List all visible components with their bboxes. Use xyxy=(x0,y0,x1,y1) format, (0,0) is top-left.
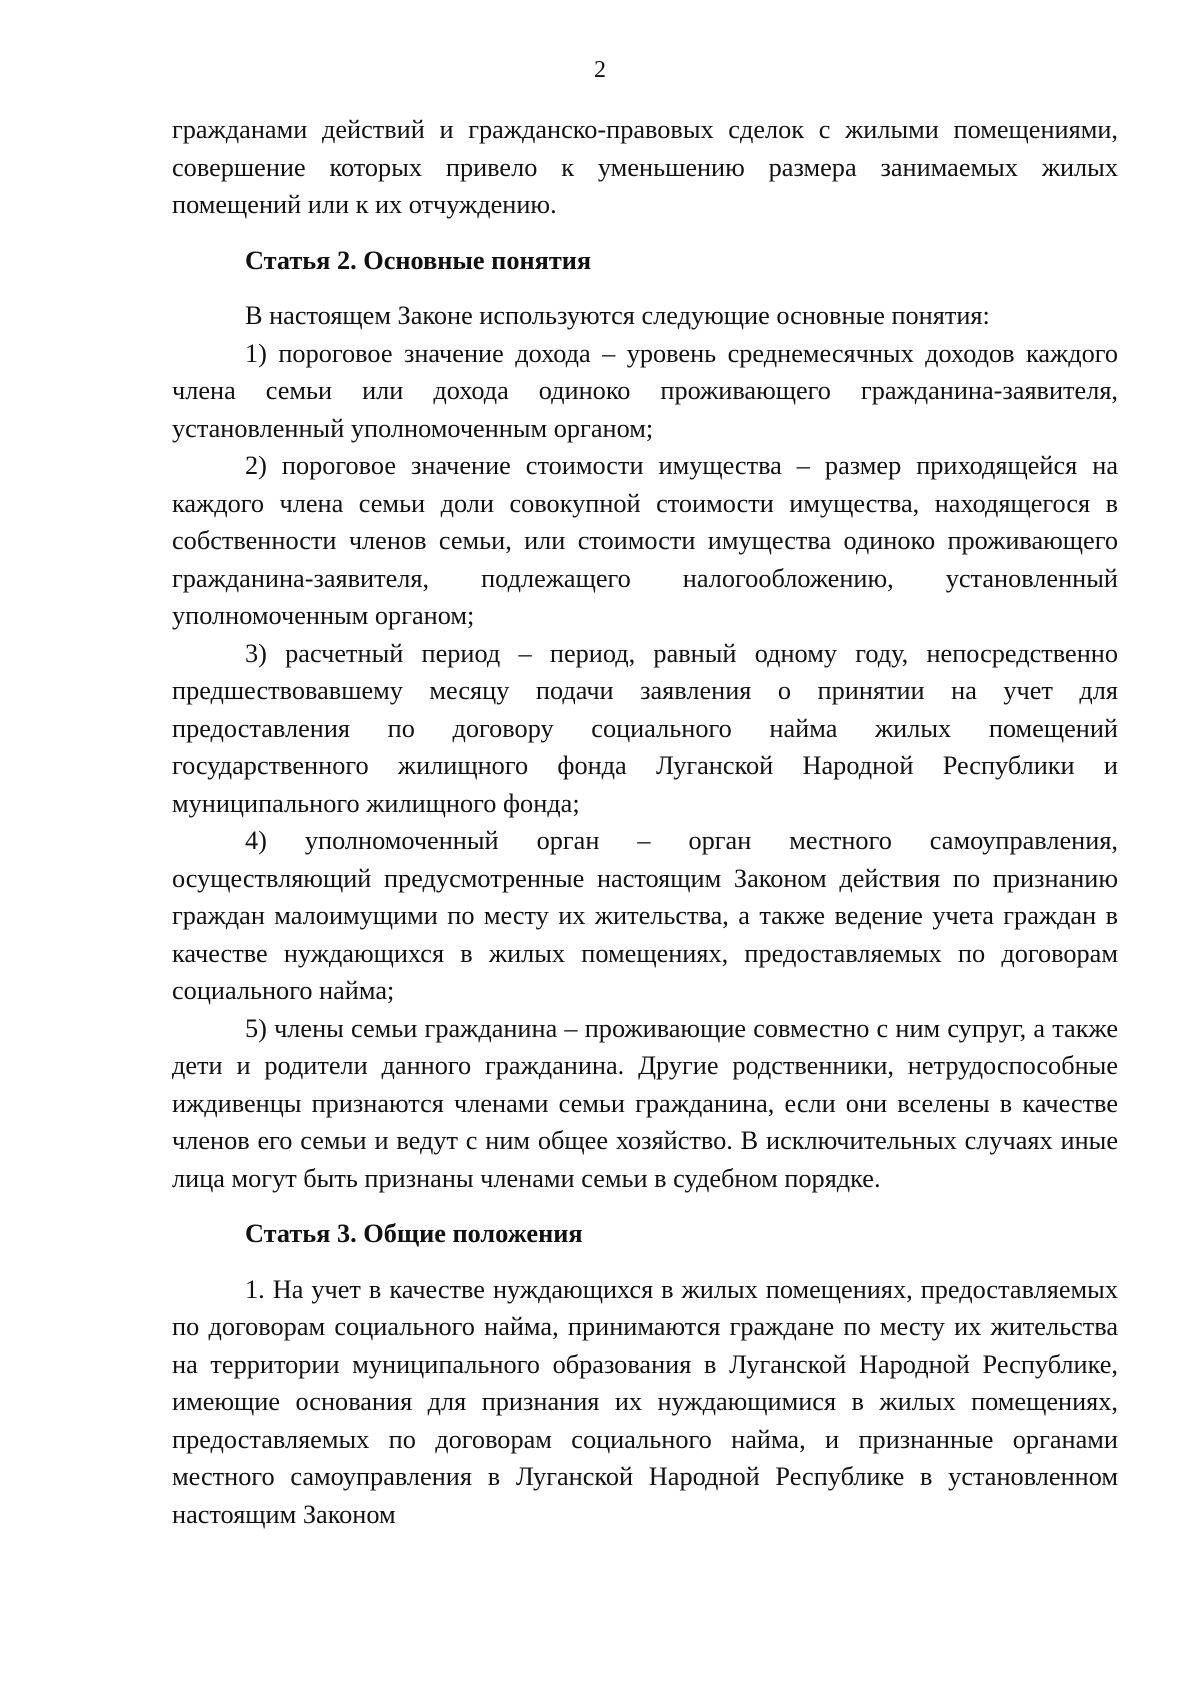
article-2-heading: Статья 2. Основные понятия xyxy=(245,245,592,275)
article-2-item-1: 1) пороговое значение дохода – уровень среднемесячных доходов каждого члена семьи или дохода одиноко проживающего гражданина-заявителя, установленный уполномоченным органом; xyxy=(172,338,1118,443)
article-2-item-3: 3) расчетный период – период, равный одному году, непосредственно предшествовавшему месяцу подачи заявления о принятии на учет для предоставления по договору социального найма жилых помещений государственного жилищного фонда Луганской Народной Республики и муниципального жилищного фонда; xyxy=(172,638,1118,818)
document-body xyxy=(172,111,1118,1533)
page-number: 2 xyxy=(594,57,606,83)
article-2-lead: В настоящем Законе используются следующие основные понятия: xyxy=(245,301,990,330)
article-2-item-4: 4) уполномоченный орган – орган местного самоуправления, осуществляющий предусмотренные настоящим Законом действия по признанию граждан малоимущими по месту их жительства, а также ведение учета граждан в качестве нуждающихся в жилых помещениях, предоставляемых по договорам социального найма; xyxy=(172,826,1118,1005)
article-3-heading: Статья 3. Общие положения xyxy=(245,1219,583,1248)
article-3-item-1: 1. На учет в качестве нуждающихся в жилых помещениях, предоставляемых по договорам социального найма, принимаются граждане по месту их жительства на территории муниципального образования в Луганской Народной Республике, имеющие основания для признания их нуждающимися в жилых помещениях, предоставляемых по договорам социального найма, и признанные органами местного самоуправления в Луганской Народной Республике в установленном настоящим Законом xyxy=(172,1274,1118,1529)
article-2-item-5: 5) члены семьи гражданина – проживающие совместно с ним супруг, а также дети и родители данного гражданина. Другие родственники, нетрудоспособные иждивенцы признаются членами семьи гражданина, если они вселены в качестве членов его семьи и ведут с ним общее хозяйство. В исключительных случаях иные лица могут быть признаны членами семьи в судебном порядке. xyxy=(172,1013,1118,1193)
article-2-item-2: 2) пороговое значение стоимости имущества – размер приходящейся на каждого члена семьи доли совокупной стоимости имущества, находящегося в собственности членов семьи, или стоимости имущества одиноко проживающего гражданина-заявителя, подлежащего налогообложению, установленный уполномоченным органом; xyxy=(172,451,1118,630)
intro-paragraph: гражданами действий и гражданско-правовых сделок с жилыми помещениями, совершение которых привело к уменьшению размера занимаемых жилых помещений или к их отчуждению. xyxy=(172,115,1118,219)
